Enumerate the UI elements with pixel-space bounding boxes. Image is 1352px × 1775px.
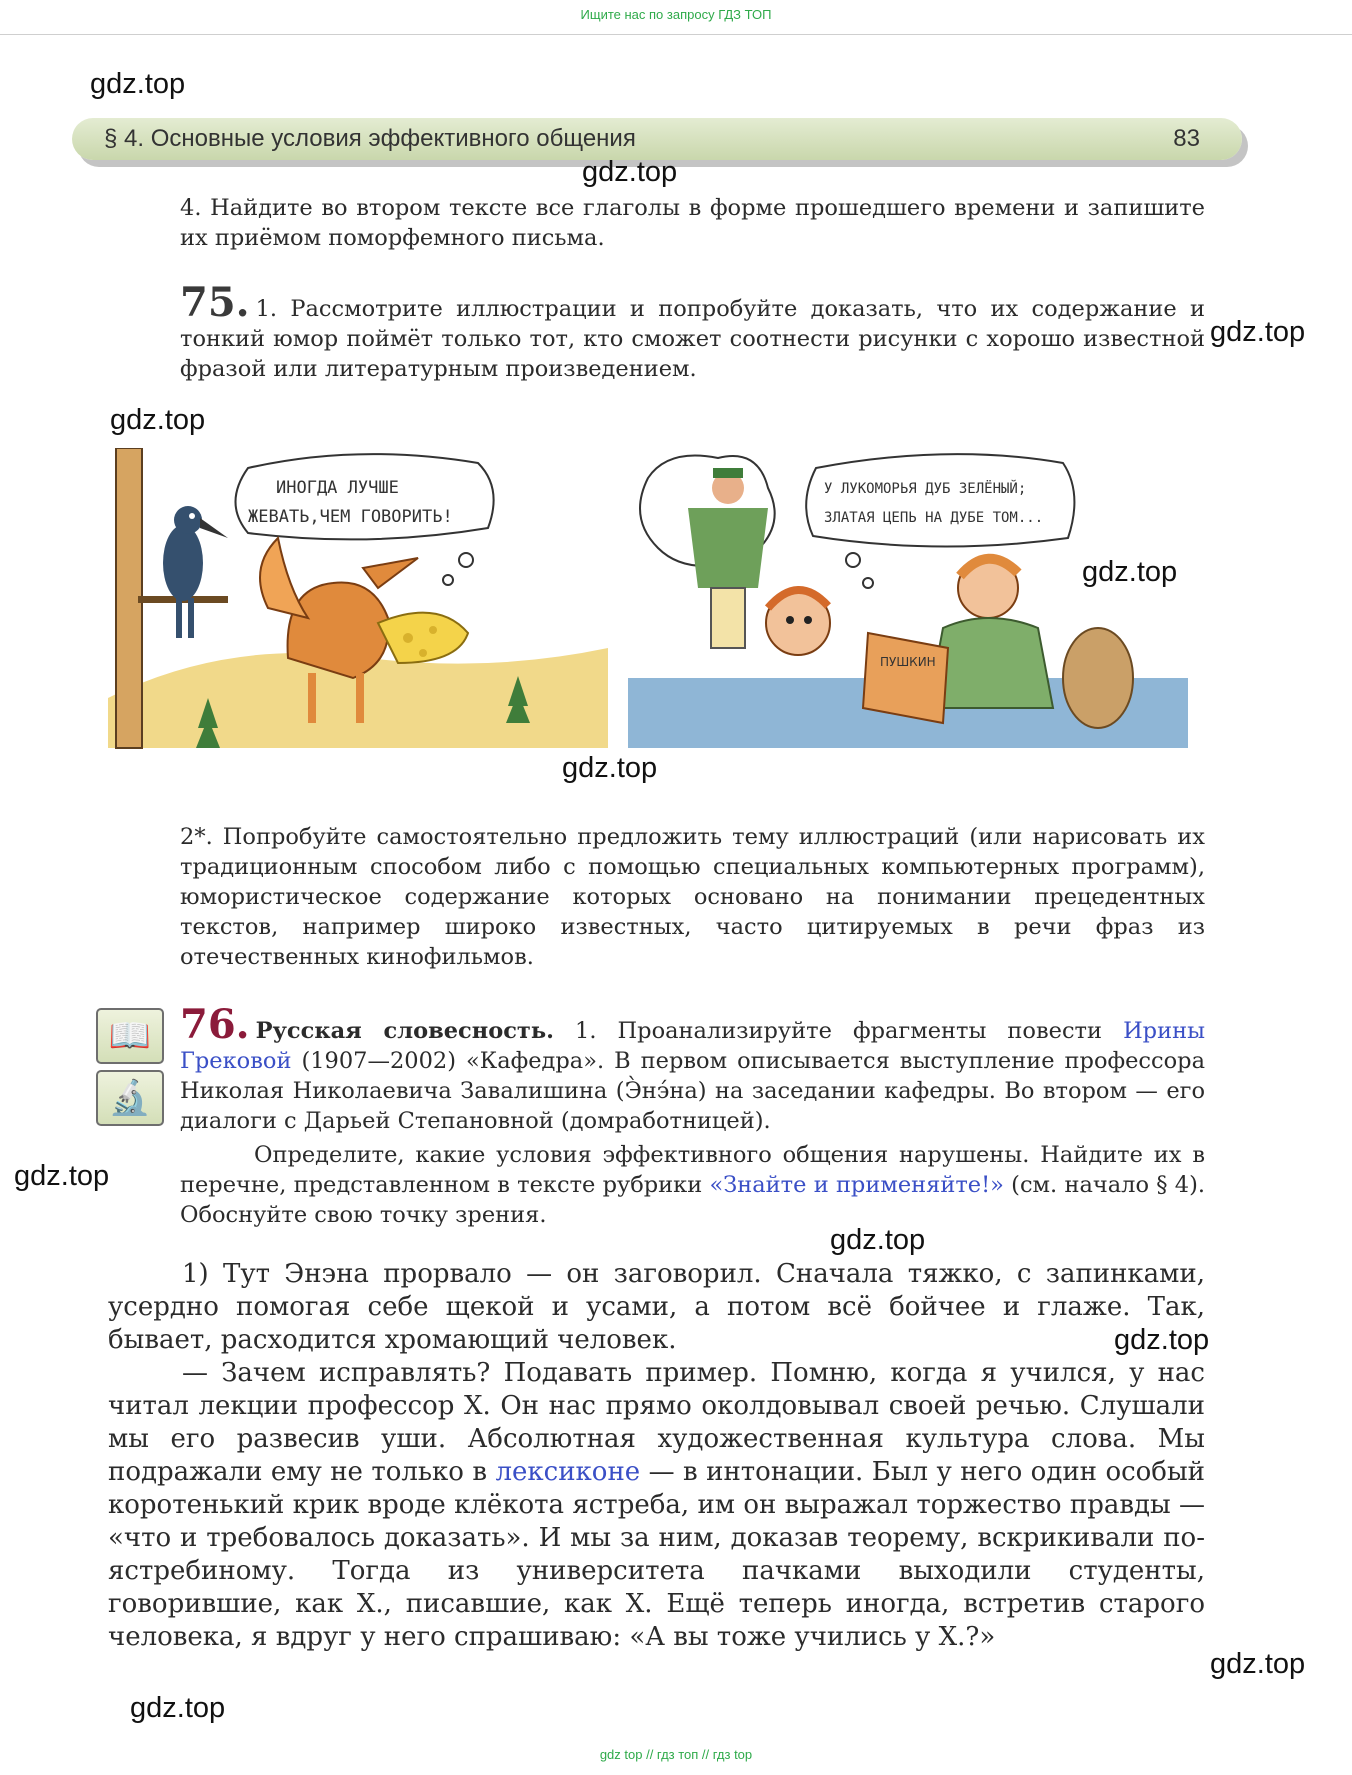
top-banner-text[interactable]: Ищите нас по запросу ГДЗ ТОП [580,7,772,22]
fragment-2-text: — Зачем исправлять? Подавать пример. Помню, когда я учился, у нас читал лекции профессор Х. Он нас прямо околдовывал своей речью. Слушали мы его развесив уши. Абсолютная художественная культура слова. Мы подражали ему не только в [108,1358,1205,1487]
fragment-2-rest: — в интонации. Был у него один особый коротенький крик вроде клёкота ястреба, им он выражал торжество правды — «что и требовалось доказать». И мы за ним, доказав теорему, вскрикивали по-ястребиному. Тогда из университета пачками выходили студенты, говорившие, как Х., писавшие, как Х. Ещё теперь иногда, встретив старого человека, я вдруг у него спрашиваю: «А вы тоже учились у Х.?» [108,1457,1205,1652]
watermark: gdz.top [130,1692,226,1724]
watermark: gdz.top [1210,316,1306,348]
watermark: gdz.top [90,68,186,100]
task-4-text: 4. Найдите во втором тексте все глаголы в форме прошедшего времени и запишите их приёмом поморфемного письма. [180,195,1205,251]
fragment-2 [108,1357,1205,1654]
author-link[interactable]: Ирины Грековой [180,1018,1205,1074]
exercise-75-text: 1. Рассмотрите иллюстрации и попробуйте доказать, что их содержание и тонкий юмор поймёт только тот, кто сможет соотнести рисунки с хорошо известной фразой или литературным произведением. [180,296,1205,382]
thought-cloud [640,456,775,649]
book-icon [863,633,948,723]
exercise-76-number: 76. [180,1001,250,1048]
exercise-76-task-end: (см. начало § 4). Обоснуйте свою точку зрения. [180,1172,1205,1228]
chapter-title: § 4. Основные условия эффективного общения [104,125,636,152]
cartoon-illustration [108,448,1200,768]
rubric-label: Русская словесность. [255,1018,554,1044]
bubble-left-line-2: ЖЕВАТЬ,ЧЕМ ГОВОРИТЬ! [248,507,453,527]
watermark: gdz.top [1210,1648,1306,1680]
watermark: gdz.top [1082,556,1178,588]
top-banner [0,0,1352,35]
speech-bubble-right [806,454,1074,588]
exercise-76-intro: 1. Проанализируйте фрагменты повести [575,1018,1124,1044]
boy-figure [766,590,830,655]
watermark: gdz.top [1114,1324,1210,1356]
literature-icon: 📖 [96,1008,164,1064]
exercise-76-task [180,1140,1205,1230]
page-number: 83 [1173,125,1200,152]
rubric-link[interactable]: «Знайте и применяйте!» [709,1172,1004,1198]
chapter-header [72,118,1242,160]
footer-links[interactable]: gdz top // гдз топ // гдз top [599,1747,753,1762]
exercise-75 [180,279,1205,384]
exercise-76-task-text: Определите, какие условия эффективного общения нарушены. Найдите их в перечне, представленном в тексте рубрики [180,1142,1205,1198]
microscope-icon: 🔬 [96,1070,164,1126]
watermark: gdz.top [582,156,678,188]
fragment-1: 1) Тут Энэна прорвало — он заговорил. Сначала тяжко, с запинками, усердно помогая себе щекой и усами, а потом всё бойчее и глаже. Так, бывает, расходится хромающий человек. [108,1259,1205,1355]
lexicon-link[interactable]: лексиконе [495,1457,641,1487]
exercise-76-intro-rest: (1907—2002) «Кафедра». В первом описывается выступление профессора Николая Николаевича Завалишина (Э̀нэ́на) на заседании кафедры. Во втором — его диалоги с Дарьей Степановной (домработницей). [180,1048,1205,1134]
exercise-76 [180,1001,1205,1136]
exercise-75-number: 75. [180,279,250,326]
watermark: gdz.top [562,752,658,784]
bubble-right-line-1: У ЛУКОМОРЬЯ ДУБ ЗЕЛЁНЫЙ; [824,481,1027,497]
watermark: gdz.top [830,1224,926,1256]
watermark: gdz.top [110,404,206,436]
watermark: gdz.top [14,1160,110,1192]
task-2-text: 2*. Попробуйте самостоятельно предложить тему иллюстраций (или нарисовать их традиционным способом либо с помощью специальных компьютерных программ), юмористическое содержание которых основано на понимании прецедентных текстов, например широко известных, часто цитируемых в речи фраз из отечественных кинофильмов. [180,824,1205,970]
book-title: ПУШКИН [880,655,936,669]
bubble-right-line-2: ЗЛАТАЯ ЦЕПЬ НА ДУБЕ ТОМ... [824,510,1044,526]
bubble-left-line-1: ИНОГДА ЛУЧШЕ [276,478,399,498]
